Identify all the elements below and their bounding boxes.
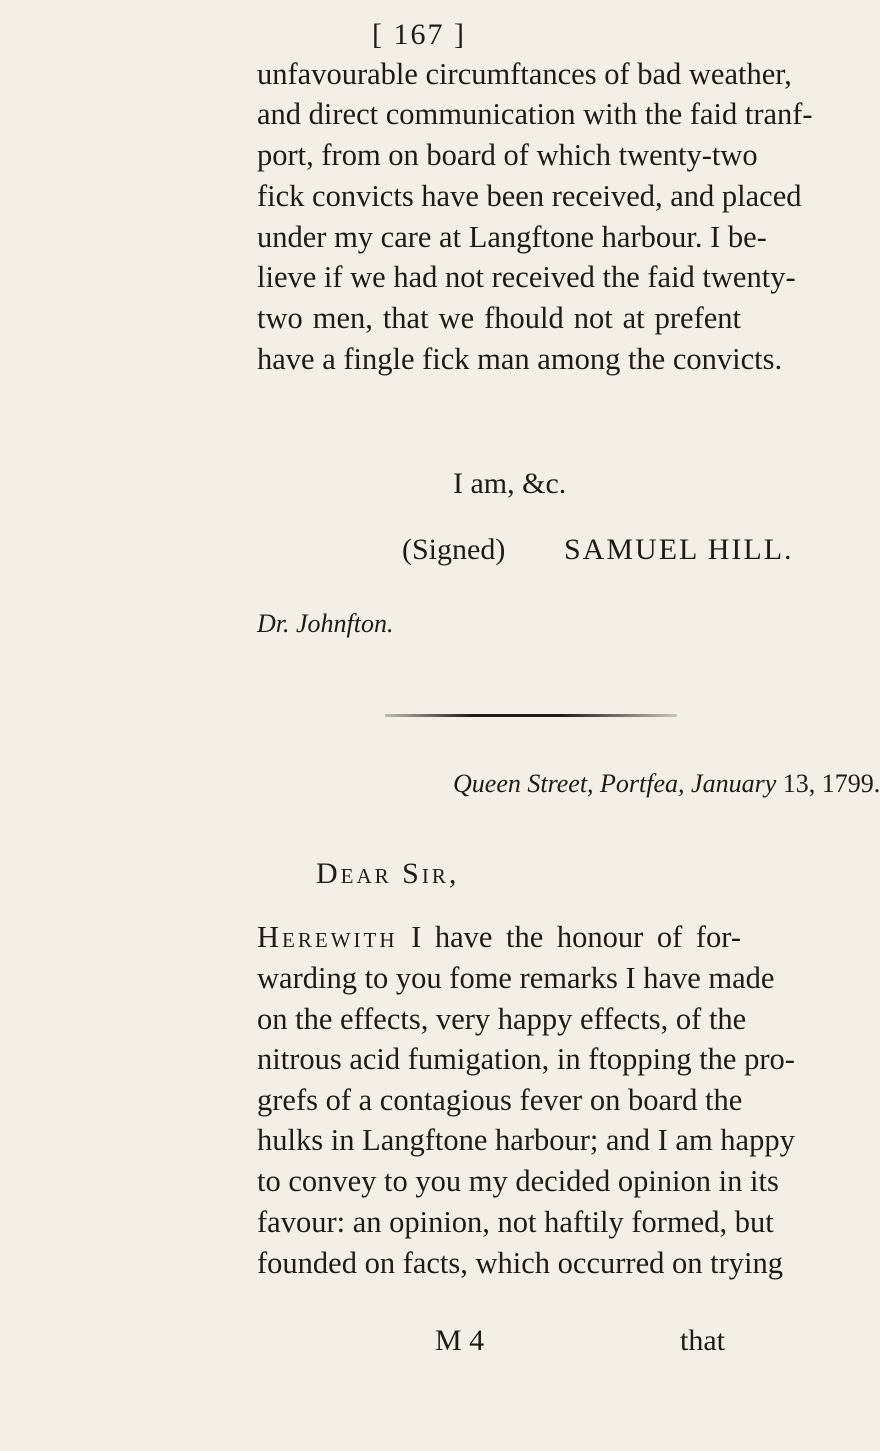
text-line: lieve if we had not received the faid twenty- xyxy=(257,260,796,294)
text-line: founded on facts, which occurred on trying xyxy=(257,1246,783,1280)
text-line: favour: an opinion, not haftily formed, but xyxy=(257,1205,774,1239)
text-line: under my care at Langftone harbour. I be- xyxy=(257,220,767,254)
dateline-month: January xyxy=(691,769,777,798)
signatory-name: SAMUEL HILL. xyxy=(564,533,794,566)
text-line: have a fingle fick man among the convicts. xyxy=(257,342,783,376)
text-line: fick convicts have been received, and placed xyxy=(257,179,802,213)
text-line: warding to you fome remarks I have made xyxy=(257,961,775,995)
text-line: grefs of a contagious fever on board the xyxy=(257,1083,743,1117)
text-line: unfavourable circumftances of bad weather, xyxy=(257,57,792,91)
letter-closing: I am, &c. xyxy=(453,467,567,500)
signature-mark: M 4 xyxy=(435,1324,485,1357)
text-line: Herewith I have the honour of for- xyxy=(257,920,741,954)
section-divider xyxy=(385,714,677,717)
text-line: two men, that we fhould not at prefent xyxy=(257,301,741,335)
dateline-place: Queen Street, Portfea, xyxy=(453,769,685,798)
text-line: to convey to you my decided opinion in its xyxy=(257,1164,779,1198)
text-line: and direct communication with the faid tranf- xyxy=(257,97,813,131)
recipient: Dr. Johnfton. xyxy=(257,609,394,638)
text-line: nitrous acid fumigation, in ftopping the pro- xyxy=(257,1042,795,1076)
text-line: on the effects, very happy effects, of the xyxy=(257,1002,747,1036)
page-number: [ 167 ] xyxy=(372,18,466,51)
dateline-day-year: 13, 1799. xyxy=(782,769,880,798)
text-line: port, from on board of which twenty-two xyxy=(257,138,758,172)
dateline xyxy=(453,769,880,799)
opening-word: Herewith xyxy=(257,920,398,954)
catchword: that xyxy=(680,1324,725,1357)
text-line: hulks in Langftone harbour; and I am happy xyxy=(257,1123,795,1157)
salutation: Dear Sir, xyxy=(316,857,460,890)
signed-label: (Signed) xyxy=(402,533,506,566)
